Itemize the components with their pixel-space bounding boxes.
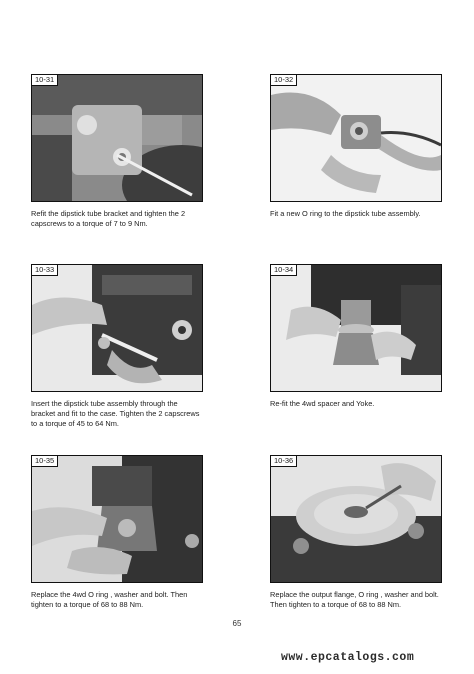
panel-10-33 [31,264,203,429]
photo-spacer-yoke [271,265,441,391]
page-number: 65 [232,619,242,628]
photo-frame [31,264,203,392]
figure-tag: 10-31 [32,75,58,86]
photo-frame [270,264,442,392]
photo-frame [31,455,203,583]
panel-10-35 [31,455,203,610]
photo-frame [31,74,203,202]
figure-tag: 10-36 [271,456,297,467]
photo-insert-dipstick [32,265,202,391]
caption: Insert the dipstick tube assembly through the bracket and fit to the case. Tighten the 2 capscrews to a torque of 45 to 64 Nm. [31,399,200,428]
watermark-link[interactable]: www.epcatalogs.com [281,651,415,664]
panel-10-34 [270,264,442,409]
caption: Re-fit the 4wd spacer and Yoke. [270,399,375,408]
photo-frame [270,74,442,202]
caption: Refit the dipstick tube bracket and tighten the 2 capscrews to a torque of 7 to 9 Nm. [31,209,186,228]
photo-4wd-o-ring [32,456,202,582]
figure-tag: 10-34 [271,265,297,276]
panel-10-36 [270,455,442,610]
panel-10-31 [31,74,203,229]
figure-tag: 10-35 [32,456,58,467]
caption: Replace the 4wd O ring , washer and bolt. Then tighten to a torque of 68 to 88 Nm. [31,590,188,609]
caption: Fit a new O ring to the dipstick tube assembly. [270,209,421,218]
photo-dipstick-bracket [32,75,202,201]
figure-tag: 10-33 [32,265,58,276]
figure-tag: 10-32 [271,75,297,86]
panel-10-32 [270,74,442,219]
photo-output-flange [271,456,441,582]
photo-frame [270,455,442,583]
photo-o-ring-dipstick [271,75,441,201]
caption: Replace the output flange, O ring , washer and bolt. Then tighten to a torque of 68 to 88 Nm. [270,590,439,609]
